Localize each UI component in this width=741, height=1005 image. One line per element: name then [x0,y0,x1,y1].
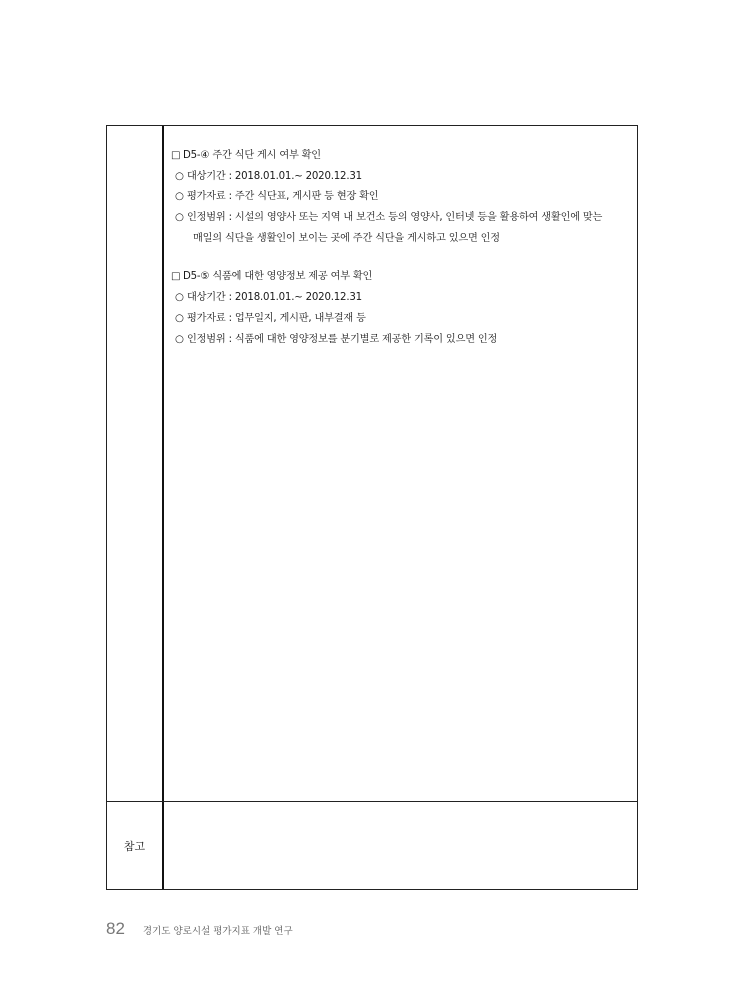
section-heading-d5-4 [171,146,633,167]
checkbox-square-icon: □ [171,150,181,161]
list-item [171,309,633,330]
list-item [171,288,633,309]
circle-bullet-icon: ○ [175,170,184,182]
circle-bullet-icon: ○ [175,191,184,203]
list-item-continuation: 매일의 식단을 생활인이 보이는 곳에 주간 식단을 게시하고 있으면 인정 [193,232,500,244]
evaluation-table [106,125,638,890]
table-content [171,146,633,350]
section-heading-text: D5-⑤ 식품에 대한 영양정보 제공 여부 확인 [183,271,373,283]
section-heading-text: D5-④ 주간 식단 게시 여부 확인 [183,150,321,161]
list-item [171,167,633,188]
circle-bullet-icon: ○ [175,292,184,304]
list-item-text: 인정범위 : 시설의 영양사 또는 지역 내 보건소 등의 영양사, 인터넷 등을 활용하여 생활인에 맞는 [187,212,603,224]
list-item [171,330,633,351]
page-number: 82 [106,919,125,938]
checkbox-square-icon: □ [171,271,181,283]
list-item [171,208,633,229]
list-item-text: 인정범위 : 식품에 대한 영양정보를 분기별로 제공한 기록이 있으면 인정 [187,333,498,345]
list-item [171,187,633,208]
note-label: 참고 [123,839,146,853]
list-item-text: 대상기간 : 2018.01.01.~ 2020.12.31 [187,170,362,182]
page-footer [106,919,293,941]
circle-bullet-icon: ○ [175,312,184,324]
column-divider [162,126,164,889]
circle-bullet-icon: ○ [175,212,184,224]
footer-title: 경기도 양로시설 평가지표 개발 연구 [142,926,293,937]
list-item-text: 대상기간 : 2018.01.01.~ 2020.12.31 [187,292,362,304]
row-divider [107,801,637,802]
circle-bullet-icon: ○ [175,333,184,345]
list-item-text: 평가자료 : 주간 식단표, 게시판 등 현장 확인 [187,191,379,203]
section-heading-d5-5 [171,267,633,288]
list-item-text: 평가자료 : 업무일지, 게시판, 내부결재 등 [187,312,366,324]
